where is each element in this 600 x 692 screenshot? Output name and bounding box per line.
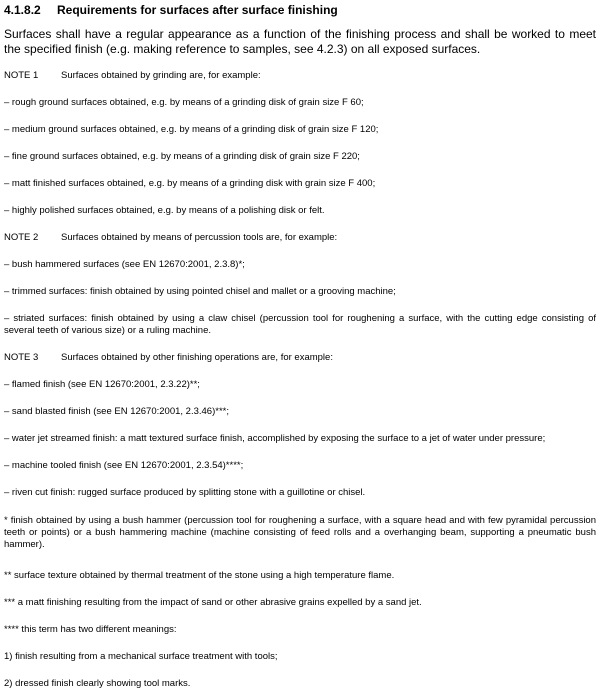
note-1-item: – fine ground surfaces obtained, e.g. by means of a grinding disk of grain size F 220;: [4, 151, 360, 162]
note-1-item: – highly polished surfaces obtained, e.g. by means of a polishing disk or felt.: [4, 205, 325, 216]
section-number: 4.1.8.2: [4, 3, 41, 17]
section-title: Requirements for surfaces after surface finishing: [57, 3, 338, 17]
note-1-label: NOTE 1: [4, 70, 39, 81]
note-1-item: – rough ground surfaces obtained, e.g. by means of a grinding disk of grain size F 60;: [4, 97, 364, 108]
footnote: ** surface texture obtained by thermal treatment of the stone using a high temperature flame.: [4, 570, 395, 581]
note-3-label: NOTE 3: [4, 352, 39, 363]
intro-paragraph: Surfaces shall have a regular appearance as a function of the finishing process and shall be worked to meet the specified finish (e.g. making reference to samples, see 4.2.3) on all exposed surfaces.: [4, 27, 596, 56]
note-2-item: – striated surfaces: finish obtained by using a claw chisel (percussion tool for roughening a surface, with the cutting edge consisting of several teeth of various size) or a ruling machine.: [4, 313, 596, 336]
note-1-item: – medium ground surfaces obtained, e.g. by means of a grinding disk of grain size F 120;: [4, 124, 379, 135]
note-2: [4, 232, 337, 244]
note-2-item: – bush hammered surfaces (see EN 12670:2001, 2.3.8)*;: [4, 259, 245, 270]
footnote: 1) finish resulting from a mechanical surface treatment with tools;: [4, 651, 278, 662]
footnote: **** this term has two different meanings:: [4, 624, 177, 635]
footnote: * finish obtained by using a bush hammer (percussion tool for roughening a surface, with a square head and with few pyramidal percussion teeth or points) or a bush hammering machine (machine consisting of feed rolls and a overhanging beam, supporting a pneumatic bush hammer).: [4, 515, 596, 550]
footnote: 2) dressed finish clearly showing tool marks.: [4, 678, 191, 689]
note-3-item: – water jet streamed finish: a matt textured surface finish, accomplished by exposing the surface to a jet of water under pressure;: [4, 433, 546, 444]
note-1: [4, 70, 261, 82]
note-3: [4, 352, 333, 364]
note-2-item: – trimmed surfaces: finish obtained by using pointed chisel and mallet or a grooving machine;: [4, 286, 396, 297]
note-2-text: Surfaces obtained by means of percussion tools are, for example:: [61, 232, 338, 243]
section-heading: [4, 3, 338, 17]
footnote: *** a matt finishing resulting from the impact of sand or other abrasive grains expelled by a sand jet.: [4, 597, 422, 608]
note-2-label: NOTE 2: [4, 232, 39, 243]
note-3-item: – machine tooled finish (see EN 12670:2001, 2.3.54)****;: [4, 460, 244, 471]
note-3-item: – flamed finish (see EN 12670:2001, 2.3.22)**;: [4, 379, 200, 390]
note-3-item: – sand blasted finish (see EN 12670:2001, 2.3.46)***;: [4, 406, 229, 417]
note-1-item: – matt finished surfaces obtained, e.g. by means of a grinding disk with grain size F 400;: [4, 178, 376, 189]
note-3-item: – riven cut finish: rugged surface produced by splitting stone with a guillotine or chisel.: [4, 487, 366, 498]
note-1-text: Surfaces obtained by grinding are, for example:: [61, 70, 261, 81]
note-3-text: Surfaces obtained by other finishing operations are, for example:: [61, 352, 333, 363]
